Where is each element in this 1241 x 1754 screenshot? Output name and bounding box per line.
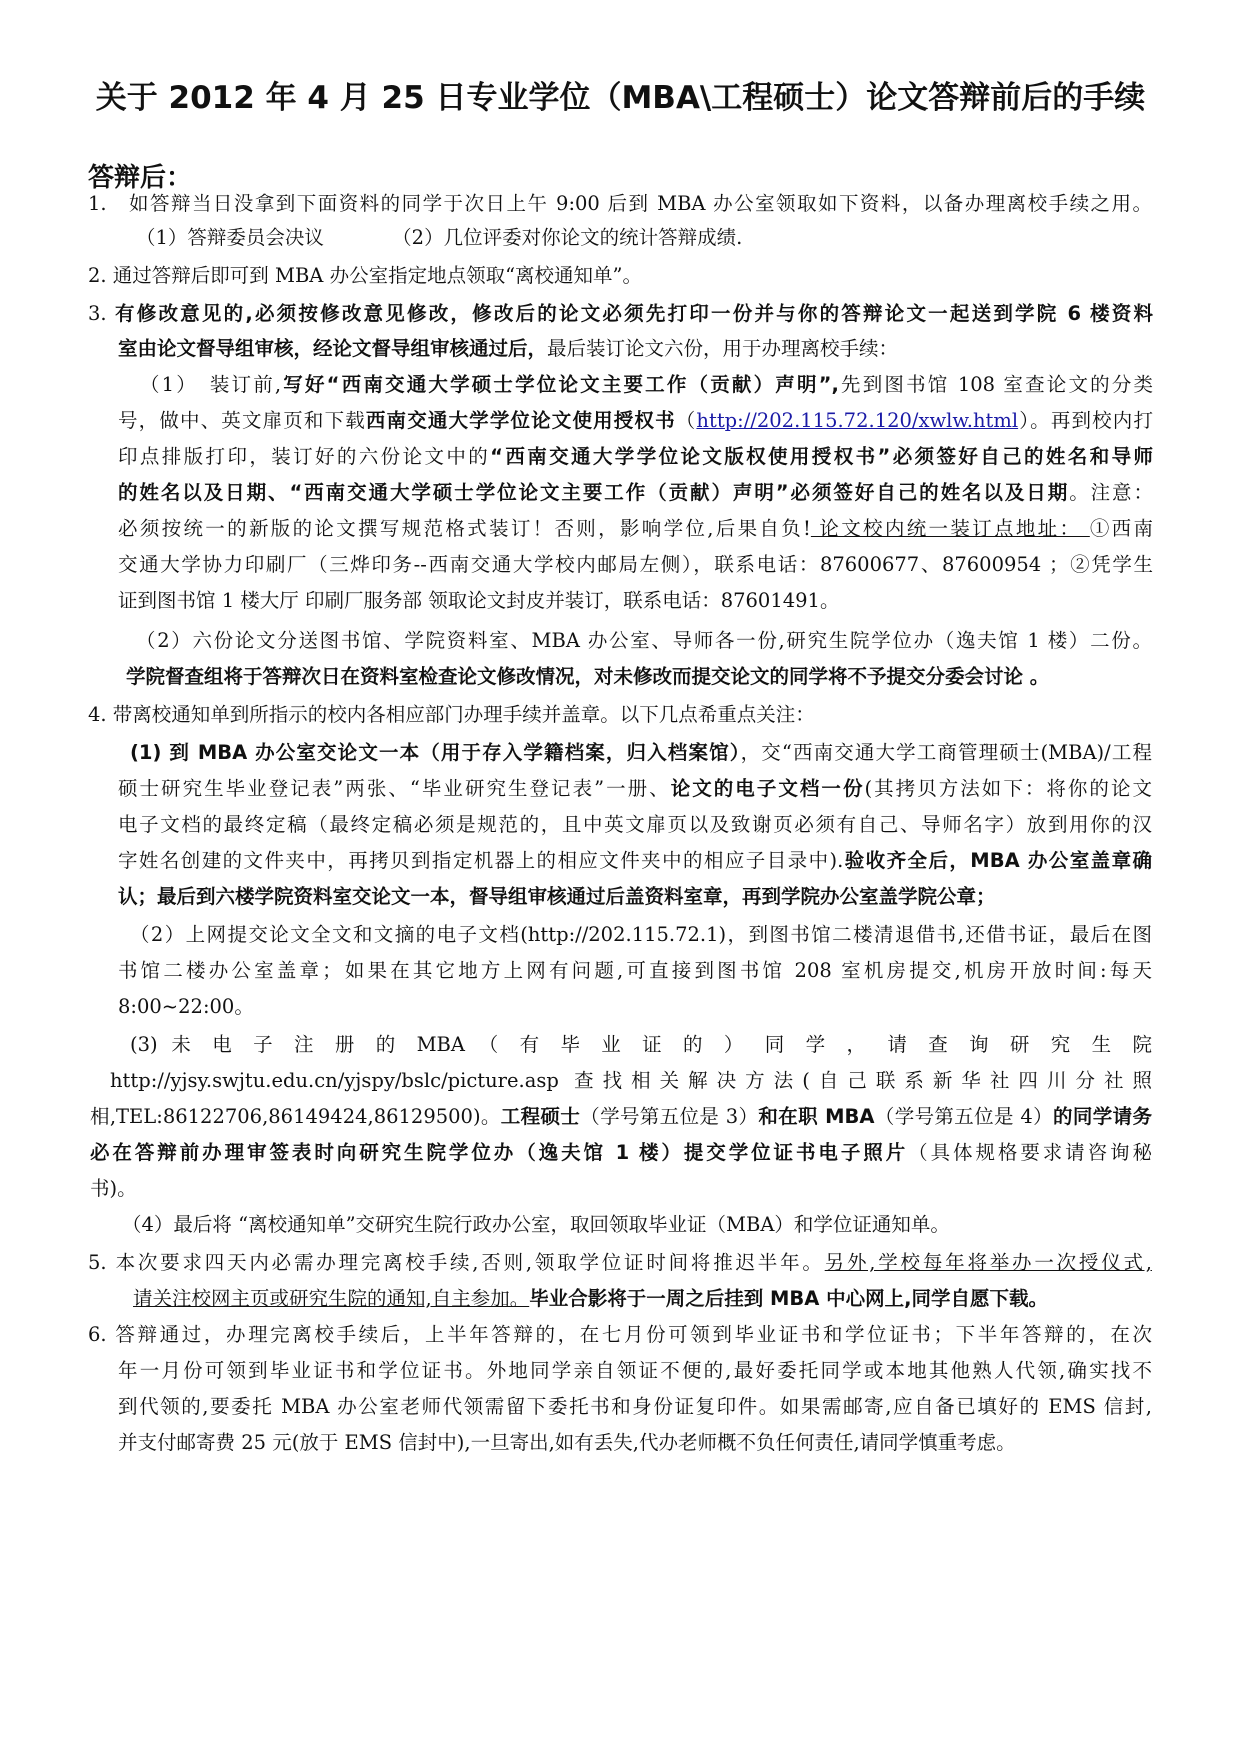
text-line [90,1174,137,1204]
text-line [118,550,1153,580]
text-segment: 相,TEL:86122706,86149424,86129500)。 [90,1105,501,1128]
text-line [90,1102,1152,1132]
text-line [118,846,1152,876]
text-segment: 5. 本次要求四天内必需办理完离校手续,否则,领取学位证时间将推迟半年。 [88,1251,825,1274]
text-segment: 到代领的,要委托 MBA 办公室老师代领需留下委托书和身份证复印件。如果需邮寄,应自备已填好的 EMS 信封, [118,1395,1152,1418]
text-line [90,1138,1152,1168]
text-line [118,334,898,364]
text-line [118,992,254,1022]
bold-text: (1) 到 MBA 办公室交论文一本（用于存入学籍档案，归入档案馆） [130,741,741,764]
bold-text: 西南交通大学学位论文使用授权书 [365,409,676,432]
text-line [118,1392,1152,1422]
text-line [88,1320,1152,1350]
text-line [136,223,742,253]
text-line [118,1356,1152,1386]
text-line [118,956,1152,986]
text-segment: http://yjsy.swjtu.edu.cn/yjspy/bslc/picture.asp 查找相关解决方法(自己联系新华社四川分社照 [110,1069,1152,1092]
text-segment: ①西南 [1089,517,1153,540]
text-segment: 交通大学协力印刷厂（三烨印务--西南交通大学校内邮局左侧），联系电话：87600677、87600954 ；②凭学生 [118,553,1153,576]
text-line [118,882,996,912]
text-segment: ，交“西南交通大学工商管理硕士(MBA)/工程 [740,741,1152,764]
text-line [118,586,839,616]
text-segment: (3) 未 电 子 注 册 的 MBA （ 有 毕 业 证 的 ） 同 学 ， 请 查 询 研 究 生 院 [130,1033,1152,1056]
text-line [133,1284,1048,1314]
text-segment: 2. 通过答辩后即可到 MBA 办公室指定地点领取“离校通知单”。 [88,264,643,287]
bold-text: 必在答辩前办理审签表时向研究生院学位办（逸夫馆 1 楼）提交学位证书电子照片 [90,1141,909,1164]
text-line [118,406,1153,436]
text-segment: 先到图书馆 108 室查论文的分类 [838,373,1153,396]
text-line [88,1248,1152,1278]
bold-text: 室由论文督导组审核，经论文督导组审核通过后， [118,337,548,360]
bold-text: 和在职 MBA [758,1105,875,1128]
text-segment: 并支付邮寄费 25 元(放于 EMS 信封中),一旦寄出,如有丢失,代办老师概不负任何责任,请同学慎重考虑。 [118,1431,1016,1454]
text-segment: （学号第五位是 4） [874,1105,1054,1128]
bold-text: “西南交通大学学位论文版权使用授权书”必须签好自己的姓名和导师 [490,445,1153,468]
bold-text: 工程硕士 [500,1105,581,1128]
text-segment: 必须按统一的新版的论文撰写规范格式装订！否则，影响学位,后果自负! [118,517,811,540]
bold-text: 写好“西南交通大学硕士学位论文主要工作（贡献）声明”, [281,373,839,396]
text-segment: 号，做中、英文扉页和下载 [118,409,366,432]
text-line [88,261,642,291]
text-segment: （1）答辩委员会决议 （2）几位评委对你论文的统计答辩成绩. [136,226,743,249]
text-line [88,189,1152,219]
text-line [88,700,815,730]
text-segment: 6. 答辩通过，办理完离校手续后，上半年答辩的，在七月份可领到毕业证书和学位证书；下半年答辩的，在次 [88,1323,1152,1346]
underlined-text: 另外,学校每年将举办一次授仪式, [824,1251,1152,1274]
text-segment: 印点排版打印，装订好的六份论文中的 [118,445,491,468]
bold-text: 的姓名以及日期、“西南交通大学硕士学位论文主要工作（贡献）声明”必须签好自己的姓名以及日期 [118,481,1070,504]
text-segment: 书)。 [90,1177,137,1200]
text-line [136,626,1152,656]
text-segment: 电子文档的最终定稿（最终定稿必须是规范的，且中英文扉页以及致谢页必须有自己、导师名字）放到用你的汉 [118,813,1152,836]
text-segment: （ [675,409,697,432]
bold-text: 有修改意见的,必须按修改意见修改，修改后的论文必须先打印一份并与你的答辩论文一起送到学院 6 楼资料 [115,302,1153,325]
text-segment: 4. 带离校通知单到所指示的校内各相应部门办理手续并盖章。以下几点希重点关注： [88,703,815,726]
bold-text: 学院督查组将于答辩次日在资料室检查论文修改情况，对未修改而提交论文的同学将不予提交分委会讨论 。 [126,665,1050,688]
text-line [122,1210,950,1240]
text-segment: （具体规格要求请咨询秘 [908,1141,1152,1164]
text-segment: （1） 装订前, [140,373,282,396]
text-line [88,299,1153,329]
text-line [118,1428,1016,1458]
text-segment: （2）六份论文分送图书馆、学院资料室、MBA 办公室、导师各一份,研究生院学位办（逸夫馆 1 楼）二份。 [136,629,1152,652]
url-link[interactable]: http://202.115.72.120/xwlw.html [696,409,1019,432]
text-segment: 证到图书馆 1 楼大厅 印刷厂服务部 领取论文封皮并装订，联系电话：87601491。 [118,589,840,612]
text-segment: 8:00~22:00。 [118,995,254,1018]
text-segment: ）。再到校内打 [1018,409,1153,432]
text-segment: 。注意： [1069,481,1153,504]
text-line [130,1030,1152,1060]
text-segment: 3. [88,302,116,325]
underlined-text: 请关注校网主页或研究生院的通知,自主参加。 [133,1287,530,1310]
text-line [110,1066,1152,1096]
text-line [118,442,1153,472]
text-segment: 最后装订论文六份，用于办理离校手续： [547,337,899,360]
bold-text: 认；最后到六楼学院资料室交论文一本，督导组审核通过后盖资料室章，再到学院办公室盖学院公章； [118,885,996,908]
text-line [126,662,1049,692]
page-title: 关于 2012 年 4 月 25 日专业学位（MBA\工程硕士）论文答辩前后的手续 [95,80,1146,116]
text-segment: (其拷贝方法如下：将你的论文 [864,777,1152,800]
text-segment: 字姓名创建的文件夹中，再拷贝到指定机器上的相应文件夹中的相应子目录中). [118,849,844,872]
text-segment: （4）最后将 “离校通知单”交研究生院行政办公室，取回领取毕业证（MBA）和学位证通知单。 [122,1213,950,1236]
bold-text: 论文的电子文档一份 [670,777,865,800]
text-line [118,478,1153,508]
text-segment: 年一月份可领到毕业证书和学位证书。外地同学亲自领证不便的,最好委托同学或本地其他熟人代领,确实找不 [118,1359,1152,1382]
text-line [118,514,1153,544]
text-segment: 书馆二楼办公室盖章；如果在其它地方上网有问题,可直接到图书馆 208 室机房提交,机房开放时间:每天 [118,959,1152,982]
bold-text: 验收齐全后，MBA 办公室盖章确 [843,849,1153,872]
text-line [130,920,1152,950]
bold-text: 的同学请务 [1053,1105,1152,1128]
text-line [118,810,1152,840]
text-segment: （2）上网提交论文全文和文摘的电子文档(http://202.115.72.1)，到图书馆二楼清退借书,还借书证，最后在图 [130,923,1152,946]
text-segment: （学号第五位是 3） [580,1105,759,1128]
text-line [118,774,1152,804]
text-line [130,738,1152,768]
underlined-text: 论文校内统一装订点地址： [810,517,1090,540]
bold-text: 毕业合影将于一周之后挂到 MBA 中心网上,同学自愿下载。 [529,1287,1049,1310]
text-line [140,370,1153,400]
text-segment: 1. 如答辩当日没拿到下面资料的同学于次日上午 9:00 后到 MBA 办公室领取如下资料，以备办理离校手续之用。 [88,192,1152,215]
section-heading: 答辩后： [88,163,193,193]
text-segment: 硕士研究生毕业登记表”两张、“毕业研究生登记表”一册、 [118,777,671,800]
